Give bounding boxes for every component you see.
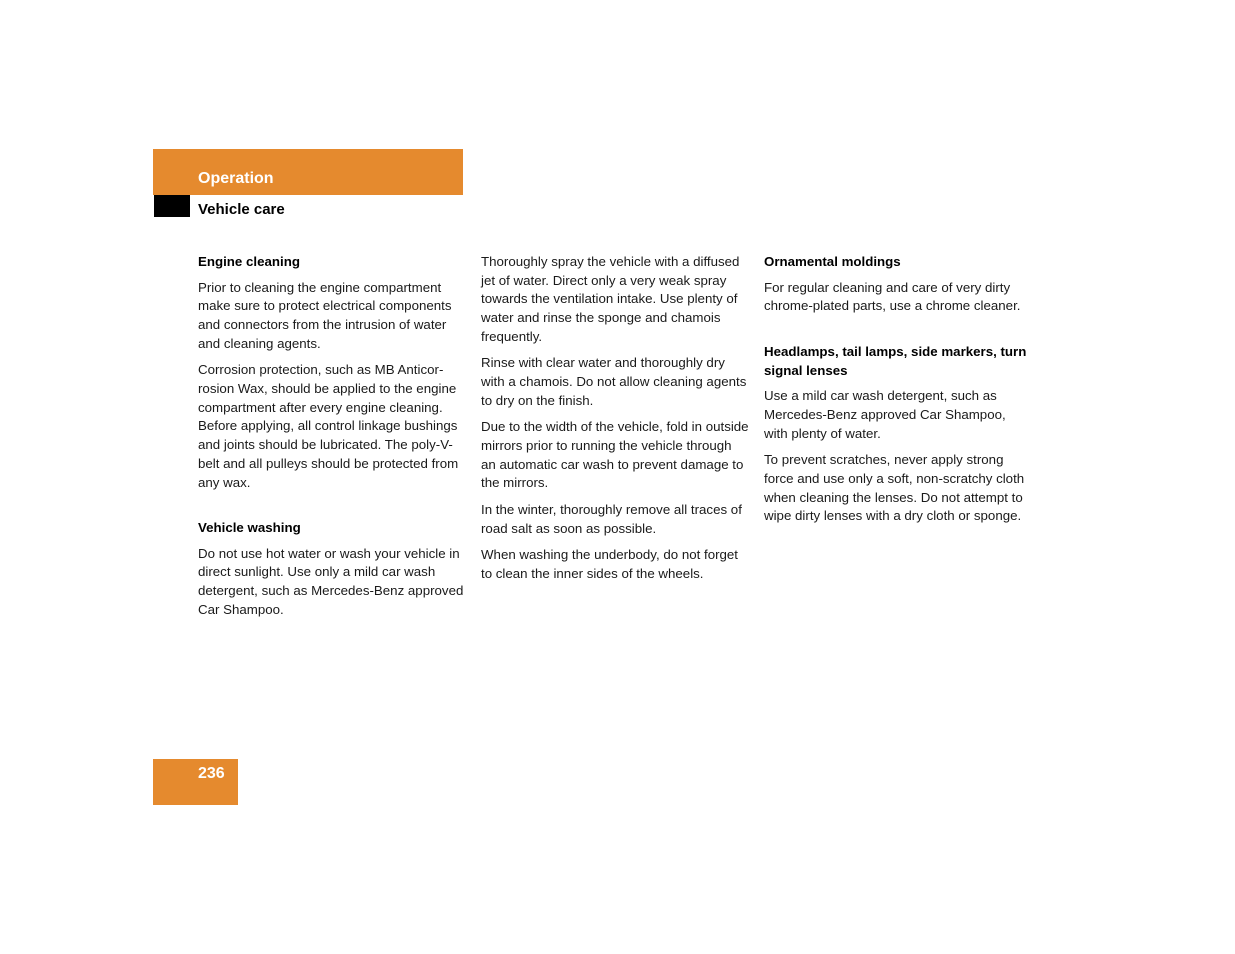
subsection-marker: [154, 195, 190, 217]
subsection-title: Vehicle care: [198, 201, 285, 218]
heading-engine-cleaning: Engine cleaning: [198, 254, 300, 269]
paragraph: Thoroughly spray the vehicle with a diffused jet of water. Direct only a very weak spray towards the ventilation intake. Use plenty of water and rinse the sponge and chamois frequently.: [481, 254, 740, 344]
paragraph: Use a mild car wash detergent, such as Mercedes-Benz approved Car Shampoo, with plenty of water.: [764, 388, 1006, 441]
heading-ornamental-moldings: Ornamental moldings: [764, 254, 901, 269]
text-column-1: [198, 253, 466, 627]
paragraph: In the winter, thoroughly remove all traces of road salt as soon as possible.: [481, 501, 742, 536]
section-title: Operation: [198, 170, 274, 187]
paragraph: Due to the width of the vehicle, fold in outside mirrors prior to running the vehicle through an automatic car wash to prevent damage to the mirrors.: [481, 419, 749, 491]
paragraph: Corrosion protection, such as MB Anticorrosion Wax, should be applied to the engine compartment after every engine cleaning. Before applying, all control linkage bushings and joints should be lubricated. The poly-V-belt and all pulleys should be protected from any wax.: [198, 362, 459, 490]
spacer: [198, 500, 466, 519]
paragraph: For regular cleaning and care of very dirty chrome-plated parts, use a chrome cleaner.: [764, 279, 1021, 314]
text-column-2: [481, 253, 749, 591]
page-number-box: [153, 759, 238, 805]
heading-vehicle-washing: Vehicle washing: [198, 520, 301, 536]
paragraph: Prior to cleaning the engine compartment make sure to protect electrical components and connectors from the intrusion of water and cleaning agents.: [198, 279, 452, 351]
text-column-3: [764, 253, 1032, 534]
heading-lamps-lenses: Headlamps, tail lamps, side markers, turn signal lenses: [764, 343, 1027, 378]
paragraph: Do not use hot water or wash your vehicle in direct sunlight. Use only a mild car wash detergent, such as Mercedes-Benz approved Car Shampoo.: [198, 545, 464, 617]
paragraph: Rinse with clear water and thoroughly dry with a chamois. Do not allow cleaning agents to dry on the finish.: [481, 355, 747, 408]
paragraph: When washing the underbody, do not forget to clean the inner sides of the wheels.: [481, 547, 738, 581]
page-number: 236: [198, 765, 225, 782]
paragraph: To prevent scratches, never apply strong force and use only a soft, non-scratchy cloth when cleaning the lenses. Do not attempt to wipe dirty lenses with a dry cloth or sponge.: [764, 452, 1025, 524]
spacer: [764, 324, 1032, 343]
